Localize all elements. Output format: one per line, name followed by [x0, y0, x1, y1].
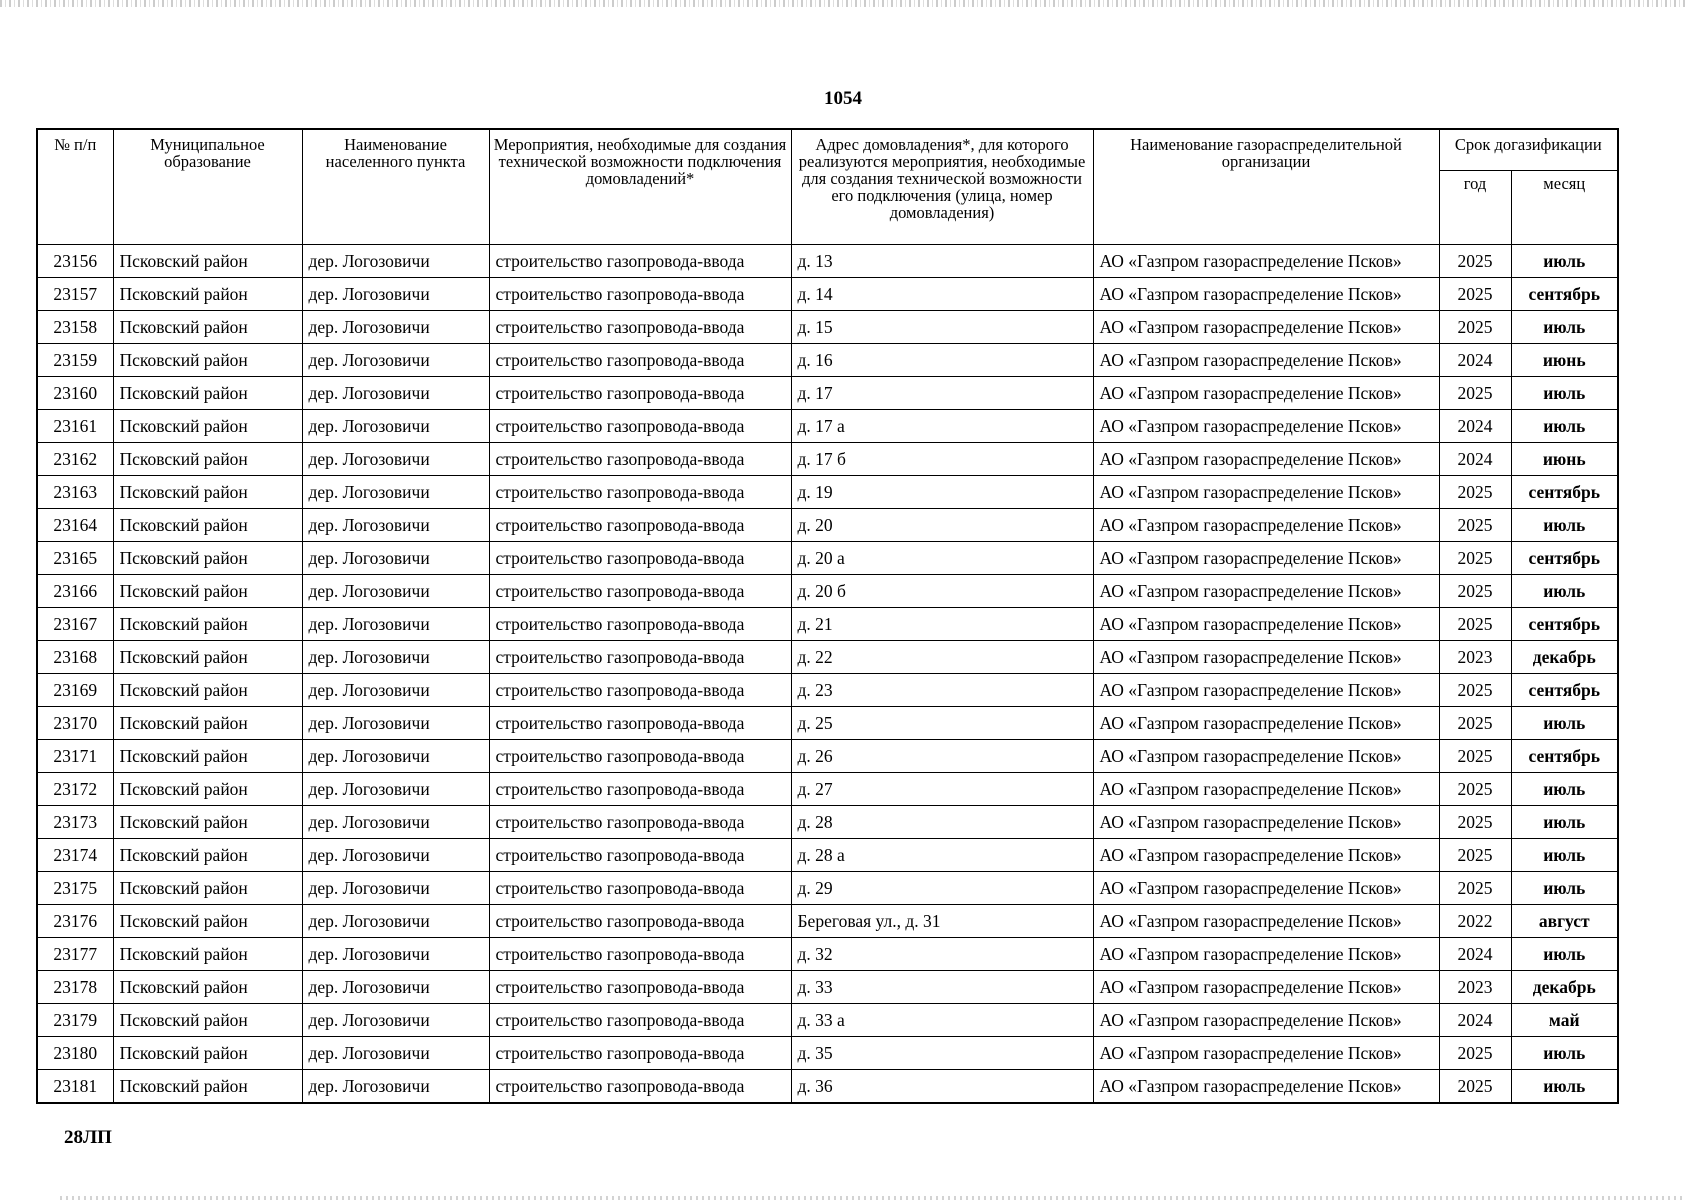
- table-row: [37, 707, 1618, 740]
- address-cell: д. 21: [791, 608, 1093, 641]
- year-cell: 2025: [1439, 542, 1511, 575]
- measure-cell: строительство газопровода-ввода: [489, 278, 791, 311]
- measure-cell: строительство газопровода-ввода: [489, 1070, 791, 1104]
- month-cell: июль: [1511, 938, 1618, 971]
- organization-cell: АО «Газпром газораспределение Псков»: [1093, 311, 1439, 344]
- address-cell: д. 20 б: [791, 575, 1093, 608]
- address-cell: д. 19: [791, 476, 1093, 509]
- month-cell: июль: [1511, 839, 1618, 872]
- row-number: 23163: [37, 476, 113, 509]
- row-number: 23165: [37, 542, 113, 575]
- organization-cell: АО «Газпром газораспределение Псков»: [1093, 707, 1439, 740]
- settlement-cell: дер. Логозовичи: [302, 905, 489, 938]
- municipality-cell: Псковский район: [113, 278, 302, 311]
- month-cell: декабрь: [1511, 971, 1618, 1004]
- organization-cell: АО «Газпром газораспределение Псков»: [1093, 773, 1439, 806]
- table-row: [37, 905, 1618, 938]
- month-cell: сентябрь: [1511, 476, 1618, 509]
- page-number: 1054: [824, 88, 862, 109]
- register-table: [36, 128, 1619, 1104]
- address-cell: д. 20 а: [791, 542, 1093, 575]
- table-row: [37, 1037, 1618, 1070]
- settlement-cell: дер. Логозовичи: [302, 476, 489, 509]
- organization-cell: АО «Газпром газораспределение Псков»: [1093, 575, 1439, 608]
- table-row: [37, 773, 1618, 806]
- month-cell: июль: [1511, 1070, 1618, 1104]
- settlement-cell: дер. Логозовичи: [302, 575, 489, 608]
- organization-cell: АО «Газпром газораспределение Псков»: [1093, 872, 1439, 905]
- organization-cell: АО «Газпром газораспределение Псков»: [1093, 377, 1439, 410]
- settlement-cell: дер. Логозовичи: [302, 311, 489, 344]
- scan-edge-bottom: [60, 1196, 1686, 1200]
- year-cell: 2025: [1439, 707, 1511, 740]
- table-row: [37, 740, 1618, 773]
- municipality-cell: Псковский район: [113, 542, 302, 575]
- month-cell: июль: [1511, 872, 1618, 905]
- organization-cell: АО «Газпром газораспределение Псков»: [1093, 806, 1439, 839]
- settlement-cell: дер. Логозовичи: [302, 938, 489, 971]
- address-cell: д. 29: [791, 872, 1093, 905]
- row-number: 23158: [37, 311, 113, 344]
- settlement-cell: дер. Логозовичи: [302, 641, 489, 674]
- month-cell: июль: [1511, 707, 1618, 740]
- table-row: [37, 542, 1618, 575]
- row-number: 23173: [37, 806, 113, 839]
- measure-cell: строительство газопровода-ввода: [489, 509, 791, 542]
- header-num: № п/п: [37, 129, 113, 245]
- month-cell: сентябрь: [1511, 608, 1618, 641]
- row-number: 23159: [37, 344, 113, 377]
- measure-cell: строительство газопровода-ввода: [489, 674, 791, 707]
- measure-cell: строительство газопровода-ввода: [489, 872, 791, 905]
- settlement-cell: дер. Логозовичи: [302, 278, 489, 311]
- table-row: [37, 806, 1618, 839]
- header-term: Срок догазификации: [1439, 129, 1618, 171]
- year-cell: 2025: [1439, 1070, 1511, 1104]
- municipality-cell: Псковский район: [113, 509, 302, 542]
- table-row: [37, 872, 1618, 905]
- month-cell: июль: [1511, 377, 1618, 410]
- row-number: 23175: [37, 872, 113, 905]
- year-cell: 2024: [1439, 1004, 1511, 1037]
- header-month: месяц: [1511, 171, 1618, 245]
- row-number: 23162: [37, 443, 113, 476]
- year-cell: 2025: [1439, 575, 1511, 608]
- address-cell: д. 20: [791, 509, 1093, 542]
- municipality-cell: Псковский район: [113, 1037, 302, 1070]
- month-cell: июль: [1511, 509, 1618, 542]
- settlement-cell: дер. Логозовичи: [302, 1004, 489, 1037]
- measure-cell: строительство газопровода-ввода: [489, 806, 791, 839]
- municipality-cell: Псковский район: [113, 443, 302, 476]
- row-number: 23180: [37, 1037, 113, 1070]
- month-cell: сентябрь: [1511, 278, 1618, 311]
- year-cell: 2025: [1439, 773, 1511, 806]
- row-number: 23181: [37, 1070, 113, 1104]
- settlement-cell: дер. Логозовичи: [302, 806, 489, 839]
- measure-cell: строительство газопровода-ввода: [489, 641, 791, 674]
- address-cell: Береговая ул., д. 31: [791, 905, 1093, 938]
- organization-cell: АО «Газпром газораспределение Псков»: [1093, 542, 1439, 575]
- measure-cell: строительство газопровода-ввода: [489, 839, 791, 872]
- municipality-cell: Псковский район: [113, 674, 302, 707]
- month-cell: июль: [1511, 311, 1618, 344]
- measure-cell: строительство газопровода-ввода: [489, 971, 791, 1004]
- settlement-cell: дер. Логозовичи: [302, 839, 489, 872]
- header-address: Адрес домовладения*, для которого реализуются мероприятия, необходимые для создания технической возможности его подключения (улица, номер домовладения): [791, 129, 1093, 245]
- year-cell: 2023: [1439, 641, 1511, 674]
- register-table-container: [36, 128, 1617, 1104]
- address-cell: д. 14: [791, 278, 1093, 311]
- organization-cell: АО «Газпром газораспределение Псков»: [1093, 410, 1439, 443]
- organization-cell: АО «Газпром газораспределение Псков»: [1093, 608, 1439, 641]
- table-row: [37, 377, 1618, 410]
- header-measures: Мероприятия, необходимые для создания технической возможности подключения домовладений*: [489, 129, 791, 245]
- organization-cell: АО «Газпром газораспределение Псков»: [1093, 971, 1439, 1004]
- address-cell: д. 17: [791, 377, 1093, 410]
- measure-cell: строительство газопровода-ввода: [489, 476, 791, 509]
- municipality-cell: Псковский район: [113, 905, 302, 938]
- year-cell: 2025: [1439, 509, 1511, 542]
- year-cell: 2024: [1439, 938, 1511, 971]
- settlement-cell: дер. Логозовичи: [302, 740, 489, 773]
- row-number: 23178: [37, 971, 113, 1004]
- municipality-cell: Псковский район: [113, 410, 302, 443]
- month-cell: июль: [1511, 773, 1618, 806]
- settlement-cell: дер. Логозовичи: [302, 707, 489, 740]
- table-row: [37, 641, 1618, 674]
- municipality-cell: Псковский район: [113, 1004, 302, 1037]
- table-row: [37, 608, 1618, 641]
- organization-cell: АО «Газпром газораспределение Псков»: [1093, 674, 1439, 707]
- municipality-cell: Псковский район: [113, 707, 302, 740]
- municipality-cell: Псковский район: [113, 806, 302, 839]
- month-cell: июль: [1511, 575, 1618, 608]
- address-cell: д. 17 а: [791, 410, 1093, 443]
- row-number: 23157: [37, 278, 113, 311]
- year-cell: 2025: [1439, 806, 1511, 839]
- row-number: 23167: [37, 608, 113, 641]
- measure-cell: строительство газопровода-ввода: [489, 905, 791, 938]
- table-row: [37, 245, 1618, 278]
- scan-edge-top: [0, 0, 1686, 7]
- organization-cell: АО «Газпром газораспределение Псков»: [1093, 344, 1439, 377]
- organization-cell: АО «Газпром газораспределение Псков»: [1093, 740, 1439, 773]
- organization-cell: АО «Газпром газораспределение Псков»: [1093, 1037, 1439, 1070]
- month-cell: июль: [1511, 1037, 1618, 1070]
- table-row: [37, 1004, 1618, 1037]
- measure-cell: строительство газопровода-ввода: [489, 707, 791, 740]
- municipality-cell: Псковский район: [113, 971, 302, 1004]
- row-number: 23164: [37, 509, 113, 542]
- table-row: [37, 674, 1618, 707]
- organization-cell: АО «Газпром газораспределение Псков»: [1093, 938, 1439, 971]
- municipality-cell: Псковский район: [113, 839, 302, 872]
- header-year: год: [1439, 171, 1511, 245]
- settlement-cell: дер. Логозовичи: [302, 872, 489, 905]
- table-row: [37, 278, 1618, 311]
- settlement-cell: дер. Логозовичи: [302, 971, 489, 1004]
- row-number: 23172: [37, 773, 113, 806]
- year-cell: 2025: [1439, 377, 1511, 410]
- municipality-cell: Псковский район: [113, 938, 302, 971]
- year-cell: 2025: [1439, 608, 1511, 641]
- year-cell: 2024: [1439, 344, 1511, 377]
- table-row: [37, 575, 1618, 608]
- organization-cell: АО «Газпром газораспределение Псков»: [1093, 509, 1439, 542]
- year-cell: 2023: [1439, 971, 1511, 1004]
- measure-cell: строительство газопровода-ввода: [489, 542, 791, 575]
- organization-cell: АО «Газпром газораспределение Псков»: [1093, 839, 1439, 872]
- header-settlement: Наименование населенного пункта: [302, 129, 489, 245]
- year-cell: 2025: [1439, 311, 1511, 344]
- municipality-cell: Псковский район: [113, 1070, 302, 1104]
- measure-cell: строительство газопровода-ввода: [489, 773, 791, 806]
- address-cell: д. 28: [791, 806, 1093, 839]
- year-cell: 2025: [1439, 872, 1511, 905]
- measure-cell: строительство газопровода-ввода: [489, 608, 791, 641]
- row-number: 23161: [37, 410, 113, 443]
- row-number: 23179: [37, 1004, 113, 1037]
- year-cell: 2025: [1439, 839, 1511, 872]
- organization-cell: АО «Газпром газораспределение Псков»: [1093, 245, 1439, 278]
- settlement-cell: дер. Логозовичи: [302, 377, 489, 410]
- table-header: [37, 129, 1618, 245]
- row-number: 23174: [37, 839, 113, 872]
- address-cell: д. 26: [791, 740, 1093, 773]
- measure-cell: строительство газопровода-ввода: [489, 575, 791, 608]
- settlement-cell: дер. Логозовичи: [302, 245, 489, 278]
- month-cell: сентябрь: [1511, 674, 1618, 707]
- measure-cell: строительство газопровода-ввода: [489, 740, 791, 773]
- organization-cell: АО «Газпром газораспределение Псков»: [1093, 278, 1439, 311]
- address-cell: д. 36: [791, 1070, 1093, 1104]
- measure-cell: строительство газопровода-ввода: [489, 410, 791, 443]
- address-cell: д. 16: [791, 344, 1093, 377]
- year-cell: 2025: [1439, 245, 1511, 278]
- address-cell: д. 15: [791, 311, 1093, 344]
- settlement-cell: дер. Логозовичи: [302, 443, 489, 476]
- organization-cell: АО «Газпром газораспределение Псков»: [1093, 1004, 1439, 1037]
- header-municipality: Муниципальное образование: [113, 129, 302, 245]
- month-cell: декабрь: [1511, 641, 1618, 674]
- address-cell: д. 23: [791, 674, 1093, 707]
- organization-cell: АО «Газпром газораспределение Псков»: [1093, 476, 1439, 509]
- municipality-cell: Псковский район: [113, 311, 302, 344]
- settlement-cell: дер. Логозовичи: [302, 773, 489, 806]
- municipality-cell: Псковский район: [113, 575, 302, 608]
- row-number: 23160: [37, 377, 113, 410]
- address-cell: д. 17 б: [791, 443, 1093, 476]
- measure-cell: строительство газопровода-ввода: [489, 245, 791, 278]
- address-cell: д. 32: [791, 938, 1093, 971]
- table-body: [37, 245, 1618, 1104]
- year-cell: 2025: [1439, 278, 1511, 311]
- row-number: 23177: [37, 938, 113, 971]
- table-row: [37, 311, 1618, 344]
- settlement-cell: дер. Логозовичи: [302, 1070, 489, 1104]
- organization-cell: АО «Газпром газораспределение Псков»: [1093, 1070, 1439, 1104]
- year-cell: 2024: [1439, 410, 1511, 443]
- measure-cell: строительство газопровода-ввода: [489, 311, 791, 344]
- address-cell: д. 25: [791, 707, 1093, 740]
- header-row: [37, 129, 1618, 171]
- table-row: [37, 410, 1618, 443]
- table-row: [37, 839, 1618, 872]
- row-number: 23166: [37, 575, 113, 608]
- organization-cell: АО «Газпром газораспределение Псков»: [1093, 641, 1439, 674]
- row-number: 23170: [37, 707, 113, 740]
- row-number: 23171: [37, 740, 113, 773]
- measure-cell: строительство газопровода-ввода: [489, 938, 791, 971]
- municipality-cell: Псковский район: [113, 377, 302, 410]
- table-row: [37, 971, 1618, 1004]
- table-row: [37, 476, 1618, 509]
- organization-cell: АО «Газпром газораспределение Псков»: [1093, 443, 1439, 476]
- settlement-cell: дер. Логозовичи: [302, 344, 489, 377]
- row-number: 23169: [37, 674, 113, 707]
- settlement-cell: дер. Логозовичи: [302, 1037, 489, 1070]
- table-row: [37, 443, 1618, 476]
- table-row: [37, 1070, 1618, 1104]
- year-cell: 2022: [1439, 905, 1511, 938]
- municipality-cell: Псковский район: [113, 740, 302, 773]
- address-cell: д. 33: [791, 971, 1093, 1004]
- year-cell: 2024: [1439, 443, 1511, 476]
- table-row: [37, 509, 1618, 542]
- municipality-cell: Псковский район: [113, 344, 302, 377]
- month-cell: июль: [1511, 410, 1618, 443]
- month-cell: сентябрь: [1511, 542, 1618, 575]
- month-cell: июль: [1511, 806, 1618, 839]
- settlement-cell: дер. Логозовичи: [302, 608, 489, 641]
- month-cell: август: [1511, 905, 1618, 938]
- month-cell: сентябрь: [1511, 740, 1618, 773]
- municipality-cell: Псковский район: [113, 641, 302, 674]
- footer-code: 28ЛП: [64, 1127, 112, 1148]
- municipality-cell: Псковский район: [113, 872, 302, 905]
- measure-cell: строительство газопровода-ввода: [489, 1037, 791, 1070]
- settlement-cell: дер. Логозовичи: [302, 410, 489, 443]
- year-cell: 2025: [1439, 740, 1511, 773]
- table-row: [37, 344, 1618, 377]
- measure-cell: строительство газопровода-ввода: [489, 1004, 791, 1037]
- row-number: 23168: [37, 641, 113, 674]
- address-cell: д. 13: [791, 245, 1093, 278]
- organization-cell: АО «Газпром газораспределение Псков»: [1093, 905, 1439, 938]
- year-cell: 2025: [1439, 476, 1511, 509]
- address-cell: д. 35: [791, 1037, 1093, 1070]
- settlement-cell: дер. Логозовичи: [302, 674, 489, 707]
- month-cell: июнь: [1511, 443, 1618, 476]
- month-cell: июнь: [1511, 344, 1618, 377]
- settlement-cell: дер. Логозовичи: [302, 509, 489, 542]
- row-number: 23176: [37, 905, 113, 938]
- municipality-cell: Псковский район: [113, 476, 302, 509]
- settlement-cell: дер. Логозовичи: [302, 542, 489, 575]
- municipality-cell: Псковский район: [113, 245, 302, 278]
- month-cell: июль: [1511, 245, 1618, 278]
- year-cell: 2025: [1439, 1037, 1511, 1070]
- municipality-cell: Псковский район: [113, 608, 302, 641]
- measure-cell: строительство газопровода-ввода: [489, 377, 791, 410]
- row-number: 23156: [37, 245, 113, 278]
- measure-cell: строительство газопровода-ввода: [489, 443, 791, 476]
- measure-cell: строительство газопровода-ввода: [489, 344, 791, 377]
- address-cell: д. 33 а: [791, 1004, 1093, 1037]
- address-cell: д. 28 а: [791, 839, 1093, 872]
- table-row: [37, 938, 1618, 971]
- address-cell: д. 27: [791, 773, 1093, 806]
- header-organization: Наименование газораспределительной организации: [1093, 129, 1439, 245]
- month-cell: май: [1511, 1004, 1618, 1037]
- address-cell: д. 22: [791, 641, 1093, 674]
- year-cell: 2025: [1439, 674, 1511, 707]
- municipality-cell: Псковский район: [113, 773, 302, 806]
